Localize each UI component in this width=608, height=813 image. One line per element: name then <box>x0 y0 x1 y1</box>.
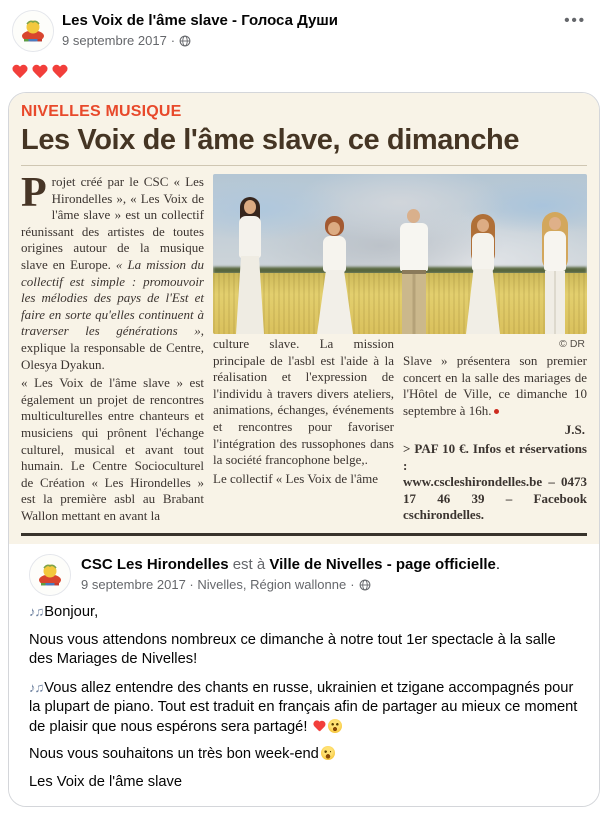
photo-person <box>391 208 437 334</box>
post-paragraph: ♪♫Vous allez entendre des chants en russe, ukrainien et tzigane accompagnés pour la plupart de piano. Tout est traduit en français afin de partager au mieux ce moment de plaisir que nous espérons sera partagé! <box>29 679 578 735</box>
article-lower-columns <box>213 336 587 524</box>
article-kicker: NIVELLES MUSIQUE <box>21 103 182 120</box>
newspaper-clipping[interactable] <box>9 93 599 544</box>
article-column-2 <box>213 336 394 524</box>
shared-post-meta <box>81 576 579 593</box>
shared-post-date-location[interactable]: 9 septembre 2017 · Nivelles, Région wallonne <box>81 577 347 593</box>
heart-icon <box>313 720 326 732</box>
article-end-dot <box>494 409 499 414</box>
page-name[interactable]: Les Voix de l'âme slave - Голоса Души <box>62 12 339 29</box>
page-avatar[interactable] <box>12 10 54 52</box>
hirondelles-logo-icon <box>13 11 53 51</box>
post-header <box>0 10 608 52</box>
shared-page-avatar[interactable] <box>29 554 71 596</box>
info-line: www.cscleshirondelles.be – 0473 17 46 39 – Facebook cschirondelles. <box>403 474 587 523</box>
article-quote: « La mission du collectif est simple : promouvoir les mélodies des pays de l'Est et faire en sorte qu'elles continuent à traverser les générations » <box>21 256 204 339</box>
post-meta <box>62 32 558 49</box>
article-info-block <box>403 441 587 524</box>
music-notes-icon: ♪♫ <box>29 604 44 620</box>
article-dropcap: P <box>21 170 47 216</box>
article-paragraph: Le collectif « Les Voix de l'âme <box>213 470 379 486</box>
shared-post-body <box>29 602 579 792</box>
article-byline: J.S. <box>564 422 585 438</box>
photo-credit: © DR <box>559 338 585 350</box>
article-right-zone <box>213 174 587 526</box>
smiley-emoji-icon <box>328 719 342 733</box>
article-column-3 <box>403 336 587 524</box>
article-body <box>21 170 587 526</box>
hirondelles-logo-icon <box>30 555 70 595</box>
headline-divider <box>21 165 587 166</box>
meta-separator: · <box>350 577 355 593</box>
article-paragraph: rojet créé par le CSC « Les Hirondelles », « Les Voix de l'âme slave » est un collectif réunissant des artistes de toutes origines autour de la musique slave en Europe. <box>21 174 204 272</box>
meta-separator: · <box>170 33 176 48</box>
wink-emoji-icon <box>321 746 335 760</box>
post-text-hearts <box>0 52 608 82</box>
shared-post-title <box>81 555 579 574</box>
article-paragraph: « Les Voix de l'âme slave » est également un projet de rencontres multiculturelles entre chanteurs et musiciens qui prônent l'échange culturel, musical et avant tout humain. Le Centre Socioculturel de Création « Les Hirondelles » est la première asbl au Brabant Wallon mettant en avant la <box>21 375 204 523</box>
clipping-bottom-rule <box>21 533 587 536</box>
heart-icon <box>52 64 68 79</box>
post-paragraph: Nous vous souhaitons un très bon week-end <box>29 745 579 765</box>
photo-person <box>533 212 577 334</box>
post-date[interactable]: 9 septembre 2017 <box>62 33 167 48</box>
photo-person <box>461 214 505 334</box>
title-period: . <box>495 556 501 574</box>
title-connector: est à <box>228 556 270 574</box>
article-column-1 <box>21 170 204 526</box>
shared-post-header <box>29 554 579 596</box>
info-line: > PAF 10 €. Infos et réservations : <box>403 440 587 473</box>
post-paragraph: Nous vous attendons nombreux ce dimanche à notre tout 1er spectacle à la salle des Mariages de Nivelles! <box>29 631 556 668</box>
article-paragraph: , explique la responsable de Centre, Olesya Dyakun. <box>21 323 204 372</box>
heart-icon <box>32 64 48 79</box>
article-paragraph: culture slave. La mission principale de l'asbl est l'aide à la réalisation et l'expression de l'individu à travers divers ateliers, animations, échanges, événements et rencontres pour favoriser l'intégration des russophones dans la société francophone belge,. <box>213 336 394 468</box>
shared-attachment-card[interactable] <box>8 92 600 807</box>
post-paragraph: ♪♫Bonjour, <box>29 604 99 621</box>
shared-location-page[interactable]: Ville de Nivelles - page officielle <box>269 556 496 574</box>
post-paragraph: Les Voix de l'âme slave <box>29 773 183 790</box>
article-paragraph: Slave » présentera son premier concert en la salle des mariages de l'Hôtel de Ville, ce dimanche 10 septembre à 16h. <box>403 353 587 418</box>
article-headline: Les Voix de l'âme slave, ce dimanche <box>21 124 520 156</box>
heart-icon <box>12 64 28 79</box>
globe-privacy-icon <box>359 579 371 591</box>
more-options-button[interactable]: ••• <box>564 12 586 29</box>
band-photo <box>213 174 587 334</box>
shared-page-name[interactable]: CSC Les Hirondelles <box>81 556 229 574</box>
photo-person <box>229 196 271 334</box>
shared-post <box>9 544 599 806</box>
globe-privacy-icon <box>179 35 191 47</box>
music-notes-icon: ♪♫ <box>29 679 44 695</box>
photo-person <box>313 216 357 334</box>
